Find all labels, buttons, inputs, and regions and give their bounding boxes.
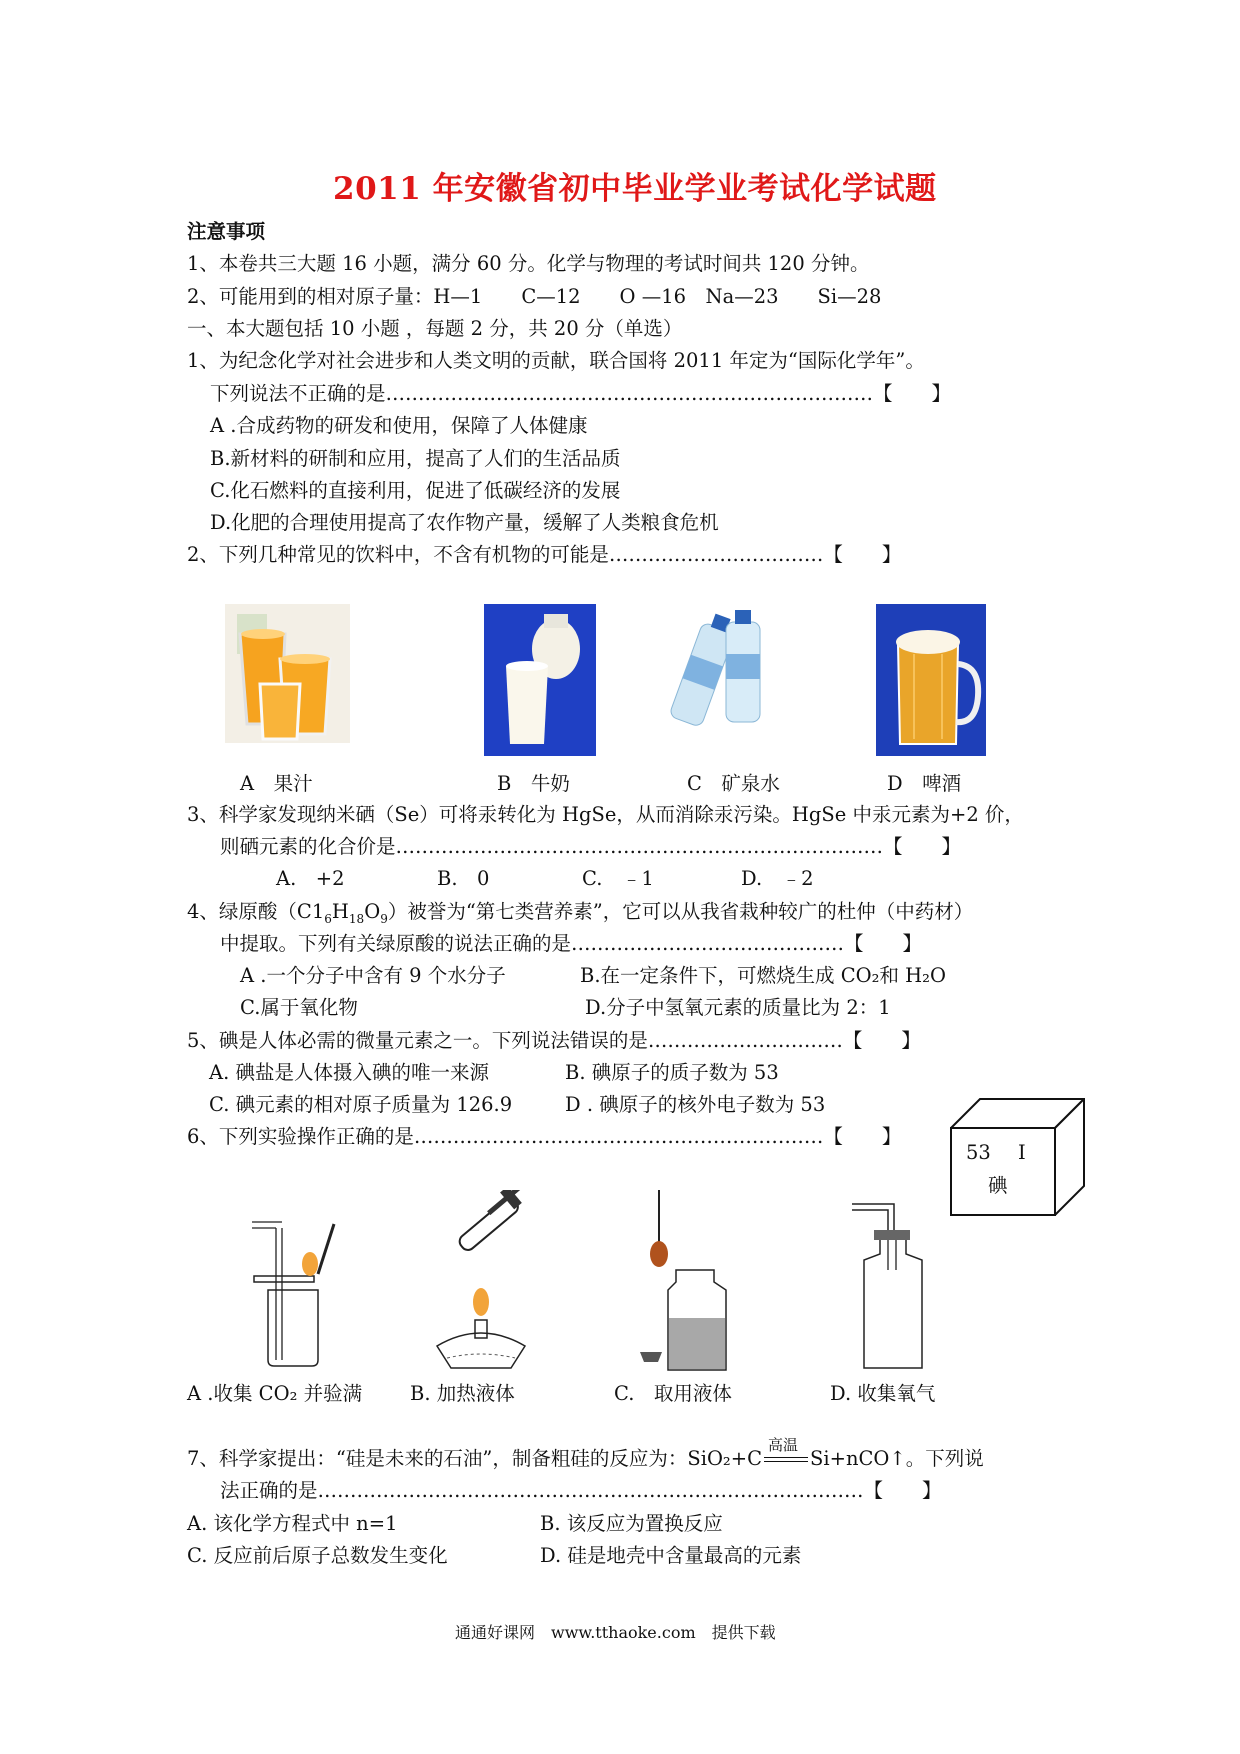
question-7-stem-post: Si+nCO↑。下列说 <box>810 1447 984 1470</box>
question-6-option-b: B. 加热液体 <box>410 1382 515 1405</box>
question-1-sub: 下列说法不正确的是…………………………………………………………………【 】 <box>210 382 952 405</box>
notice-heading: 注意事项 <box>187 220 266 243</box>
question-1-option-d: D.化肥的合理使用提高了农作物产量，缓解了人类粮食危机 <box>210 511 719 534</box>
question-5-option-a: A. 碘盐是人体摄入碘的唯一来源 <box>209 1061 489 1084</box>
question-3-option-c: C. ﹣1 <box>582 867 654 890</box>
beer-photo <box>876 604 986 756</box>
question-1-option-c: C.化石燃料的直接利用，促进了低碳经济的发展 <box>210 479 621 502</box>
question-4-sub: 中提取。下列有关绿原酸的说法正确的是……………………………………【 】 <box>220 932 923 955</box>
reaction-condition-label: 高温 <box>768 1436 799 1454</box>
question-5-option-b: B. 碘原子的质子数为 53 <box>565 1061 779 1084</box>
question-4-option-b: B.在一定条件下，可燃烧生成 CO₂和 H₂O <box>580 964 946 987</box>
question-4-option-d: D.分子中氢氧元素的质量比为 2：1 <box>585 996 891 1019</box>
question-4-stem-pre: 4、绿原酸（C <box>187 900 312 923</box>
iodine-name: 碘 <box>988 1174 1008 1197</box>
question-4-stem-post: ）被誉为“第七类营养素”，它可以从我省栽种较广的杜仲（中药材） <box>387 900 974 923</box>
question-3-option-b: B. 0 <box>437 867 490 890</box>
question-3-sub: 则硒元素的化合价是…………………………………………………………………【 】 <box>220 835 962 858</box>
mineral-water-photo <box>660 604 774 736</box>
question-3-option-d: D. ﹣2 <box>741 867 814 890</box>
question-2-option-c: C 矿泉水 <box>687 772 780 795</box>
oxygen-collection-apparatus <box>850 1200 940 1375</box>
question-7-stem-pre: 7、科学家提出：“硅是未来的石油”，制备粗硅的反应为：SiO₂+C <box>187 1447 763 1470</box>
question-6-option-d: D. 收集氧气 <box>830 1382 936 1405</box>
question-2-option-a: A 果汁 <box>240 772 313 795</box>
question-4-option-a: A .一个分子中含有 9 个水分子 <box>240 964 506 987</box>
footer-credit: 通通好课网 www.tthaoke.com 提供下载 <box>455 1623 776 1642</box>
notice-line-1: 1、本卷共三大题 16 小题，满分 60 分。化学与物理的考试时间共 120 分钟。 <box>187 252 870 275</box>
question-7-sub: 法正确的是…………………………………………………………………………【 】 <box>220 1479 942 1502</box>
question-1-option-b: B.新材料的研制和应用，提高了人们的生活品质 <box>210 447 621 470</box>
heating-liquid-apparatus <box>425 1190 585 1375</box>
question-7-option-c: C. 反应前后原子总数发生变化 <box>187 1544 448 1567</box>
question-4-formula: $1_6H_{18}O_9$ <box>311 900 388 926</box>
question-7-option-d: D. 硅是地壳中含量最高的元素 <box>540 1544 802 1567</box>
page-title: 2011 年安徽省初中毕业学业考试化学试题 <box>333 171 937 207</box>
question-1-stem: 1、为纪念化学对社会进步和人类文明的贡献，联合国将 2011 年定为“国际化学年”。 <box>187 349 925 372</box>
question-5-option-c: C. 碘元素的相对原子质量为 126.9 <box>209 1093 513 1116</box>
question-6-stem: 6、下列实验操作正确的是………………………………………………………【 】 <box>187 1125 902 1148</box>
question-2-stem: 2、下列几种常见的饮料中，不含有机物的可能是……………………………【 】 <box>187 543 902 566</box>
reaction-condition <box>762 1436 810 1472</box>
question-7-option-b: B. 该反应为置换反应 <box>540 1512 723 1535</box>
dropper-apparatus <box>628 1190 748 1375</box>
question-6-option-c: C. 取用液体 <box>614 1382 732 1405</box>
question-4-stem <box>187 899 973 932</box>
question-2-option-b: B 牛奶 <box>497 772 570 795</box>
milk-photo <box>484 604 596 756</box>
question-5-stem: 5、碘是人体必需的微量元素之一。下列说法错误的是…………………………【 】 <box>187 1029 921 1052</box>
iodine-symbol: I <box>1018 1141 1026 1164</box>
question-1-option-a: A .合成药物的研发和使用，保障了人体健康 <box>210 414 588 437</box>
question-3-option-a: A. +2 <box>276 867 345 890</box>
question-6-option-a: A .收集 CO₂ 并验满 <box>187 1382 363 1405</box>
iodine-atomic-number: 53 <box>966 1141 991 1164</box>
question-7-stem <box>187 1436 984 1472</box>
question-3-stem: 3、科学家发现纳米硒（Se）可将汞转化为 HgSe，从而消除汞污染。HgSe 中汞元素为+2 价， <box>187 803 1024 826</box>
question-4-option-c: C.属于氧化物 <box>240 996 358 1019</box>
question-7-option-a: A. 该化学方程式中 n=1 <box>187 1512 398 1535</box>
question-2-option-d: D 啤酒 <box>887 772 962 795</box>
notice-line-2: 2、可能用到的相对原子量：H—1 C—12 O —16 Na—23 Si—28 <box>187 285 882 308</box>
co2-collection-apparatus <box>248 1210 348 1370</box>
juice-photo <box>225 604 350 743</box>
question-5-option-d: D . 碘原子的核外电子数为 53 <box>565 1093 826 1116</box>
section-1-heading: 一、本大题包括 10 小题 ，每题 2 分，共 20 分（单选） <box>187 317 683 340</box>
